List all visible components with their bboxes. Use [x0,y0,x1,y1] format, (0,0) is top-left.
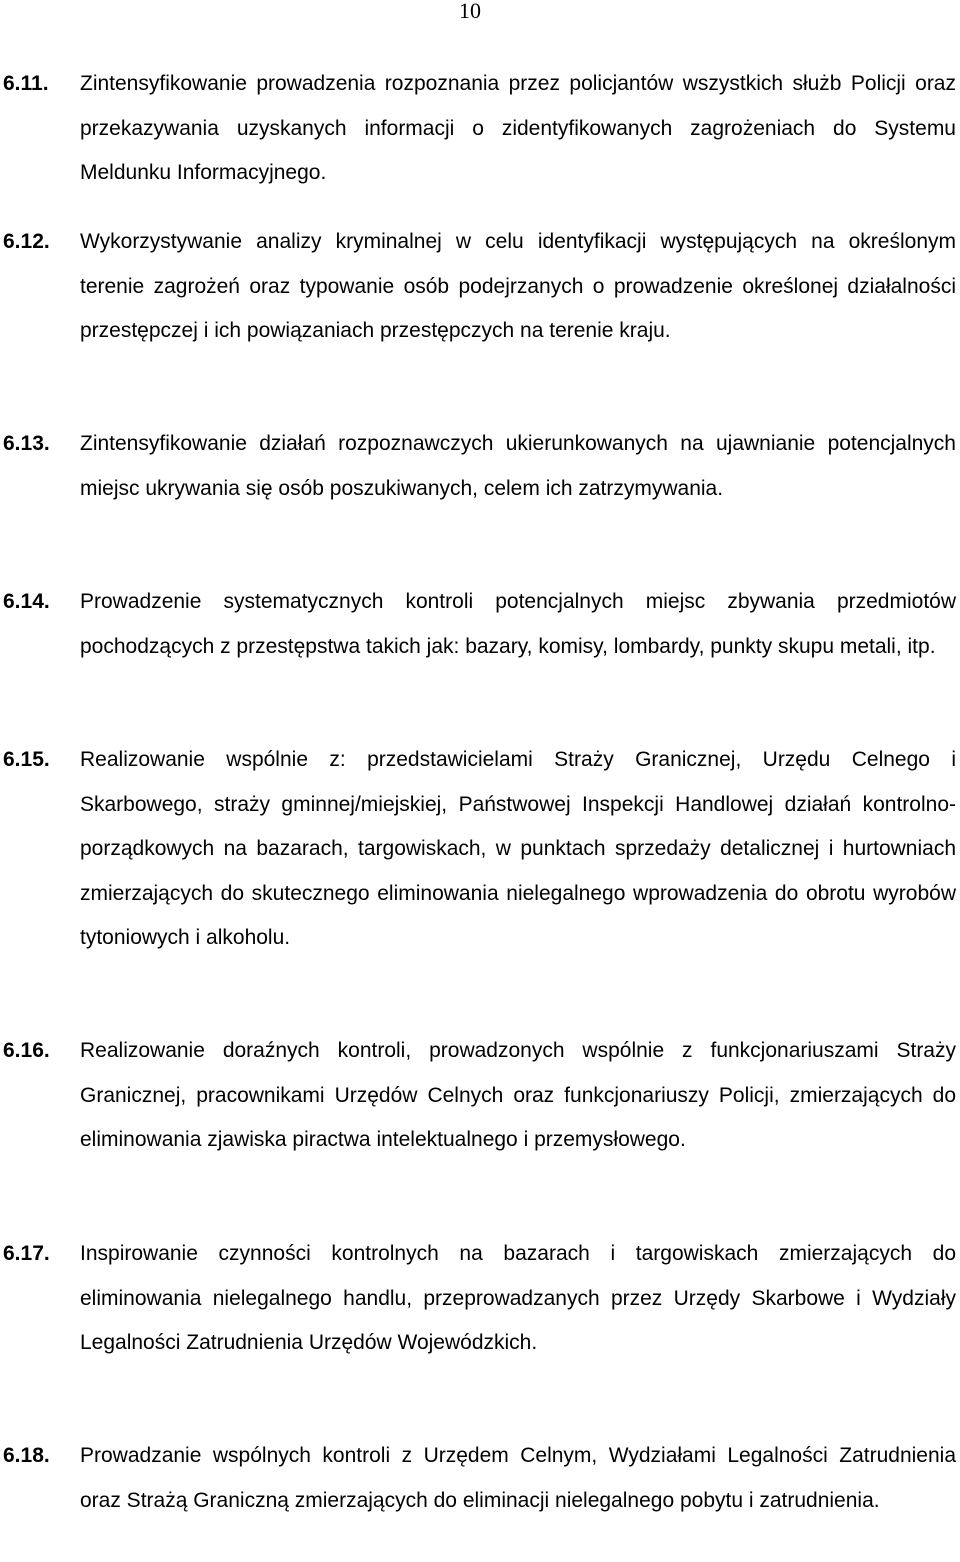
item-text: Realizowanie doraźnych kontroli, prowadzonych wspólnie z funkcjonariuszami Straży Granicznej, pracownikami Urzędów Celnych oraz funkcjonariuszy Policji, zmierzających do eliminowania zjawiska piractwa intelektualnego i przemysłowego. [80,1039,956,1151]
item-text: Inspirowanie czynności kontrolnych na bazarach i targowiskach zmierzających do eliminowania nielegalnego handlu, przeprowadzanych przez Urzędy Skarbowe i Wydziały Legalności Zatrudnienia Urzędów Wojewódzkich. [80,1242,956,1354]
item-text: Zintensyfikowanie prowadzenia rozpoznania przez policjantów wszystkich służb Policji oraz przekazywania uzyskanych informacji o zidentyfikowanych zagrożeniach do Systemu Meldunku Informacyjnego. [80,72,956,184]
item-text: Realizowanie wspólnie z: przedstawicielami Straży Granicznej, Urzędu Celnego i Skarbowego, straży gminnej/miejskiej, Państwowej Inspekcji Handlowej działań kontrolno-porządkowych na bazarach, targowiskach, w punktach sprzedaży detalicznej i hurtowniach zmierzających do skutecznego eliminowania nielegalnego wprowadzenia do obrotu wyrobów tytoniowych i alkoholu. [80,748,956,949]
item-text: Wykorzystywanie analizy kryminalnej w celu identyfikacji występujących na określonym terenie zagrożeń oraz typowanie osób podejrzanych o prowadzenie określonej działalności przestępczej i ich powiązaniach przestępczych na terenie kraju. [80,230,956,342]
item-number: 6.13. [3,432,50,455]
item-text: Prowadzenie systematycznych kontroli potencjalnych miejsc zbywania przedmiotów pochodzących z przestępstwa takich jak: bazary, komisy, lombardy, punkty skupu metali, itp. [80,590,956,658]
item-number: 6.12. [3,230,50,253]
item-text: Prowadzanie wspólnych kontroli z Urzędem Celnym, Wydziałami Legalności Zatrudnienia oraz Strażą Graniczną zmierzających do eliminacji nielegalnego pobytu i zatrudnienia. [80,1444,956,1512]
item-number: 6.16. [3,1039,50,1062]
page-number: 10 [459,0,481,23]
item-number: 6.14. [3,590,50,613]
item-text: Zintensyfikowanie działań rozpoznawczych ukierunkowanych na ujawnianie potencjalnych miejsc ukrywania się osób poszukiwanych, celem ich zatrzymywania. [80,432,956,500]
item-number: 6.15. [3,748,50,771]
item-number: 6.17. [3,1242,50,1265]
item-number: 6.11. [3,72,49,95]
item-number: 6.18. [3,1444,50,1467]
